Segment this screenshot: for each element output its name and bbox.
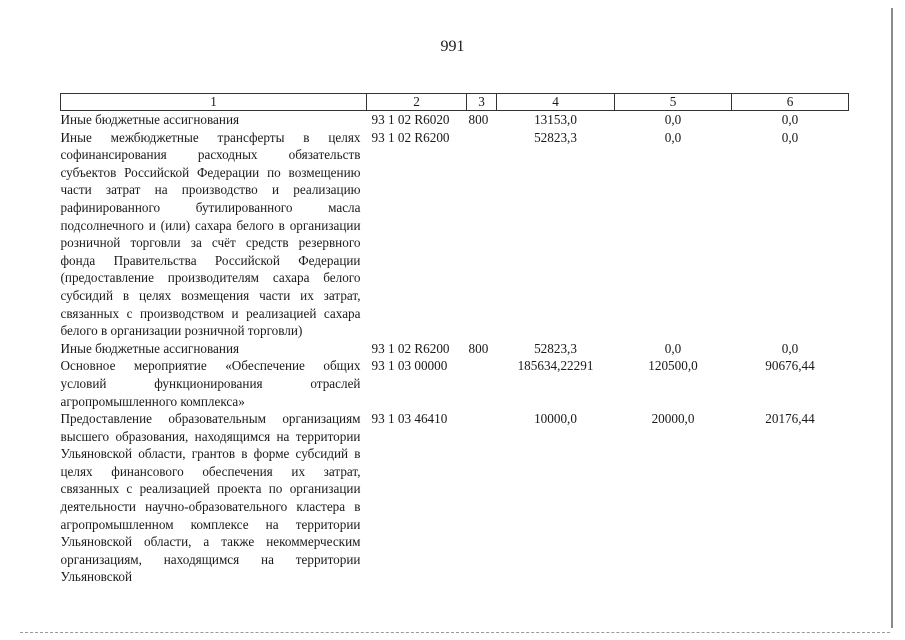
row-code: 93 1 02 R6200 bbox=[371, 129, 450, 145]
row-value-2: 20000,0 bbox=[651, 411, 695, 427]
row-value-3: 90676,44 bbox=[765, 358, 815, 374]
row-value-3: 0,0 bbox=[781, 112, 799, 127]
header-col-5: 5 bbox=[615, 94, 732, 111]
row-name: Иные межбюджетные трансферты в целях софинансирования расходных обязательств субъектов Российской Федерации по возмещению части затрат на производство и реализацию рафинированного бутилированного масла подсолнечного и (или) сахара белого в организации розничной торговли за счёт средств резервного фонда Правительства Российской Федерации (предоставление производителям сахара белого субсидий в целях возмещения части их затрат, связанных с производством и реализацией сахара белого в организации розничной торговли) bbox=[60, 129, 361, 339]
row-code: 93 1 03 00000 bbox=[371, 358, 448, 374]
row-code: 93 1 03 46410 bbox=[371, 411, 448, 427]
row-kind: 800 bbox=[468, 112, 489, 127]
table-row bbox=[61, 111, 849, 129]
table-row bbox=[61, 410, 849, 586]
page-number: 991 bbox=[440, 38, 465, 55]
row-value-3: 20176,44 bbox=[765, 411, 815, 427]
row-kind bbox=[467, 129, 497, 340]
row-value-1: 13153,0 bbox=[534, 112, 577, 127]
row-value-2: 0,0 bbox=[664, 129, 682, 145]
header-col-4: 4 bbox=[497, 94, 615, 111]
header-col-6: 6 bbox=[732, 94, 849, 111]
table-header-row bbox=[61, 94, 849, 111]
row-name: Иные бюджетные ассигнования bbox=[60, 112, 240, 127]
row-code: 93 1 02 R6020 bbox=[371, 112, 450, 127]
row-value-3: 0,0 bbox=[781, 129, 799, 145]
page-bottom-edge bbox=[20, 632, 890, 634]
row-name: Иные бюджетные ассигнования bbox=[60, 340, 240, 356]
header-col-3: 3 bbox=[467, 94, 497, 111]
row-value-2: 0,0 bbox=[664, 112, 682, 127]
row-value-3: 0,0 bbox=[781, 340, 799, 356]
table-row bbox=[61, 129, 849, 340]
row-name: Предоставление образовательным организациям высшего образования, находящимся на территории Ульяновской области, грантов в форме субсидий в целях финансового обеспечения их затрат, связанных с реализацией проекта по организации деятельности научно-образовательного кластера в агропромышленном комплексе на территории Ульяновской области, а также некоммерческим организациям, находящимся на территории Ульяновской bbox=[60, 411, 361, 585]
row-name: Основное мероприятие «Обеспечение общих условий функционирования отраслей агропромышленного комплекса» bbox=[60, 358, 361, 409]
page-edge-line bbox=[891, 8, 893, 628]
row-code: 93 1 02 R6200 bbox=[371, 340, 450, 356]
row-value-1: 52823,3 bbox=[534, 340, 577, 356]
header-col-2: 2 bbox=[367, 94, 467, 111]
row-kind bbox=[467, 410, 497, 586]
row-kind: 800 bbox=[468, 340, 489, 356]
budget-table bbox=[60, 93, 849, 586]
table-row bbox=[61, 340, 849, 358]
row-value-2: 0,0 bbox=[664, 340, 682, 356]
row-value-1: 185634,22291 bbox=[517, 358, 594, 374]
row-value-1: 52823,3 bbox=[534, 129, 577, 145]
row-value-2: 120500,0 bbox=[648, 358, 698, 374]
table-row bbox=[61, 357, 849, 410]
header-col-1: 1 bbox=[61, 94, 367, 111]
row-kind bbox=[467, 357, 497, 410]
row-value-1: 10000,0 bbox=[534, 411, 577, 427]
